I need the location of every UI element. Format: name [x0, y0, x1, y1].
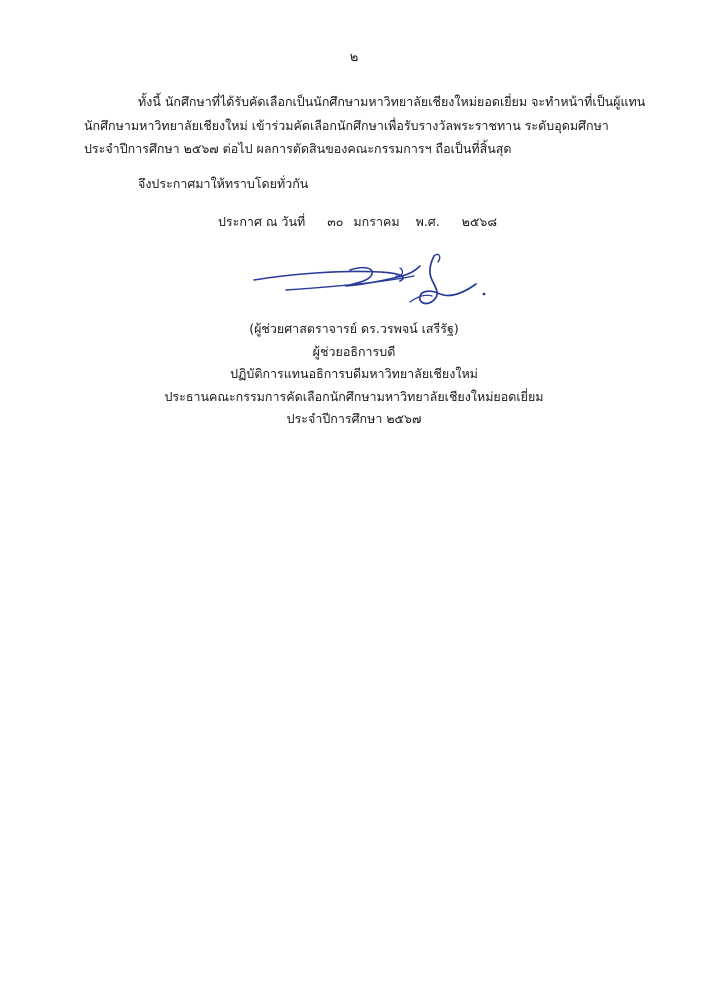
signature-block	[0, 318, 708, 431]
paragraph-line-3: ประจำปีการศึกษา ๒๕๖๗ ต่อไป ผลการตัดสินของคณะกรรมการฯ ถือเป็นที่สิ้นสุด	[84, 141, 512, 156]
announcement-line: จึงประกาศมาให้ทราบโดยทั่วกัน	[138, 176, 309, 191]
signatory-acting-role: ปฏิบัติการแทนอธิการบดีมหาวิทยาลัยเชียงใหม่	[230, 366, 478, 381]
signatory-committee-chair: ประธานคณะกรรมการคัดเลือกนักศึกษามหาวิทยาลัยเชียงใหม่ยอดเยี่ยม	[164, 388, 544, 404]
dateline-month: มกราคม	[353, 214, 400, 229]
page-number: ๒	[349, 50, 359, 65]
dateline	[218, 210, 497, 234]
handwritten-signature	[250, 250, 500, 320]
paragraph-line-1: ทั้งนี้ นักศึกษาที่ได้รับคัดเลือกเป็นนักศึกษามหาวิทยาลัยเชียงใหม่ยอดเยี่ยม จะทำหน้าที่เป็นผู้แทน	[138, 94, 646, 109]
signatory-academic-year: ประจำปีการศึกษา ๒๕๖๗	[286, 411, 422, 426]
dateline-day: ๓๐	[327, 214, 344, 229]
paragraph-line-2: นักศึกษามหาวิทยาลัยเชียงใหม่ เข้าร่วมคัดเลือกนักศึกษาเพื่อรับรางวัลพระราชทาน ระดับอุดมศึกษา	[84, 118, 609, 133]
dateline-prefix: ประกาศ ณ วันที่	[218, 214, 306, 229]
signatory-name: (ผู้ช่วยศาสตราจารย์ ดร.วรพจน์ เสรีรัฐ)	[249, 321, 459, 336]
dateline-year: ๒๕๖๘	[461, 214, 497, 229]
dateline-era: พ.ศ.	[415, 214, 440, 229]
signatory-position: ผู้ช่วยอธิการบดี	[312, 343, 396, 359]
